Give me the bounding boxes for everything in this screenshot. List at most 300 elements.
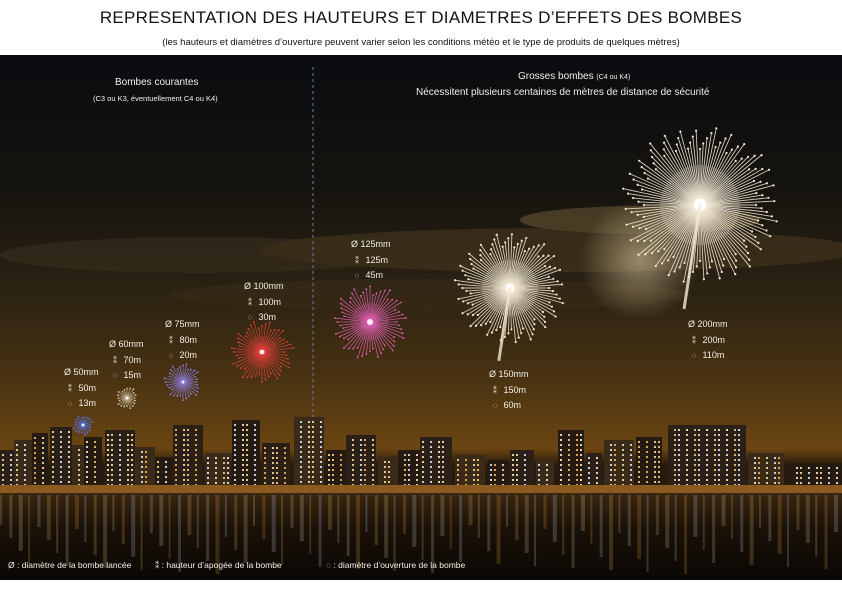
building-window [320,451,322,453]
building-window [187,444,189,446]
building-window [718,479,720,481]
building-window [111,439,113,441]
legend-opening [326,560,465,570]
building-window [320,441,322,443]
building-window [175,454,177,456]
building-window [654,476,656,478]
building-window [430,466,432,468]
building-window [490,469,492,471]
reflection-streak [206,495,209,561]
building-window [430,461,432,463]
building-window [227,477,229,479]
building-window [430,441,432,443]
building-window [774,467,776,469]
building-window [284,447,286,449]
reflection-streak [197,495,199,548]
building-window [698,469,700,471]
building-window [360,449,362,451]
building-window [718,459,720,461]
building-window [60,446,62,448]
building-window [422,456,424,458]
building-window [646,441,648,443]
building-window [694,454,696,456]
building-window [195,464,197,466]
building-window [10,474,12,476]
building-window [312,441,314,443]
building-window [674,464,676,466]
reflection-streak [309,495,311,554]
building-window [300,436,302,438]
building-window [300,441,302,443]
stat-diameter: Ø 50mm [64,367,99,377]
building-window [416,469,418,471]
stat-diameter: Ø 60mm [109,339,144,349]
building-window [638,451,640,453]
building-window [2,464,4,466]
legend-height [155,560,282,571]
building-window [384,461,386,463]
building-window [580,434,582,436]
reflection-streak [665,495,669,548]
building-window [678,434,680,436]
building-window [308,421,310,423]
reflection-streak [469,495,473,525]
building-window [119,464,121,466]
legend-height-text: : hauteur d’apogée de la bombe [161,560,282,570]
reflection-streak [712,495,715,563]
building-window [195,459,197,461]
building-window [698,429,700,431]
building-window [516,474,518,476]
building-window [502,474,504,476]
building-window [195,454,197,456]
reflection-streak [244,495,248,563]
building-window [352,444,354,446]
building-window [195,469,197,471]
reflection-streak [403,495,406,534]
building-window [726,454,728,456]
building-window [408,459,410,461]
building-window [754,457,756,459]
building-window [638,481,640,483]
reflection-streak [141,495,143,570]
building-window [698,449,700,451]
building-window [738,439,740,441]
building-window [300,466,302,468]
building-window [242,469,244,471]
building-window [778,462,780,464]
building-window [16,449,18,451]
building-window [242,434,244,436]
building-window [718,434,720,436]
building-window [312,466,314,468]
reflection-streak [422,495,424,560]
building-window [94,456,96,458]
building-window [430,481,432,483]
building-window [246,454,248,456]
building-window [60,466,62,468]
building-window [808,482,810,484]
reflection-streak [740,495,743,552]
building-window [738,479,740,481]
building-window [714,429,716,431]
building-window [610,464,612,466]
building-window [234,469,236,471]
opening-symbol-icon: ◌ [326,560,332,570]
building-window [596,472,598,474]
building-window [284,467,286,469]
building-window [94,466,96,468]
building-window [438,446,440,448]
reflection-streak [628,495,631,546]
building-window [766,482,768,484]
building-window [86,466,88,468]
reflection-streak [703,495,705,550]
building-window [457,479,459,481]
building-window [111,479,113,481]
building-window [16,474,18,476]
building-window [568,444,570,446]
stat-opening: ◌ 20m [168,350,198,360]
building-window [654,441,656,443]
building-window [127,449,129,451]
building-window [78,459,80,461]
building-window [404,454,406,456]
building-window [312,436,314,438]
building-window [674,444,676,446]
building-window [384,476,386,478]
building-window [10,469,12,471]
building-window [207,467,209,469]
building-window [127,439,129,441]
building-window [438,481,440,483]
building-window [596,482,598,484]
building-window [328,474,330,476]
building-window [246,444,248,446]
reflection-streak [721,495,725,526]
building-window [68,461,70,463]
building-window [264,477,266,479]
building-window [738,434,740,436]
building-window [580,474,582,476]
stat-height: ⁑ 150m [493,384,527,395]
building-window [828,472,830,474]
building-window [646,456,648,458]
building-window [227,462,229,464]
building-window [52,436,54,438]
building-window [312,446,314,448]
page-title: REPRESENTATION DES HAUTEURS ET DIAMETRES D’EFFETS DES BOMBES [99,8,743,27]
building-window [758,462,760,464]
building-window [215,472,217,474]
reflection-streak [590,495,592,544]
building-window [86,461,88,463]
building-window [300,476,302,478]
building-window [718,454,720,456]
reflection-streak [759,495,761,528]
building-window [272,447,274,449]
building-window [215,462,217,464]
building-window [610,474,612,476]
building-window [718,464,720,466]
reflection-streak [290,495,293,528]
building-window [242,444,244,446]
building-window [718,474,720,476]
building-window [360,454,362,456]
building-window [714,479,716,481]
building-window [372,454,374,456]
building-window [207,462,209,464]
stat-diameter: Ø 200mm [688,319,728,329]
stat-opening: ◌ 30m [247,312,277,322]
building-window [34,447,36,449]
building-window [516,479,518,481]
building-window [16,444,18,446]
building-window [195,449,197,451]
building-window [758,482,760,484]
bomb-stats-200 [688,317,728,364]
reflection-streak [28,495,30,564]
building-window [127,459,129,461]
building-window [242,449,244,451]
building-window [246,459,248,461]
building-window [223,477,225,479]
building-window [328,469,330,471]
building-window [254,429,256,431]
building-window [352,479,354,481]
building-window [10,479,12,481]
building-window [312,421,314,423]
building-window [738,469,740,471]
reflection-streak [731,495,733,539]
building-window [86,446,88,448]
building-window [320,471,322,473]
building-window [646,481,648,483]
building-window [422,481,424,483]
building-window [800,467,802,469]
building-window [16,469,18,471]
reflection-streak [19,495,23,551]
reflection-streak [150,495,153,533]
stat-opening: ◌ 15m [112,370,142,380]
building-window [234,454,236,456]
building-window [300,456,302,458]
building-window [796,477,798,479]
building-window [576,444,578,446]
building-window [227,472,229,474]
building-window [465,474,467,476]
reflection-streak [347,495,350,556]
building-window [477,479,479,481]
building-window [145,481,147,483]
building-window [778,457,780,459]
right-section-note: (C4 ou K4) [596,74,631,81]
building-window [698,454,700,456]
building-window [774,477,776,479]
building-window [42,442,44,444]
building-window [16,479,18,481]
building-window [127,464,129,466]
building-window [372,469,374,471]
building-window [187,459,189,461]
building-window [68,476,70,478]
building-window [215,457,217,459]
building-window [372,439,374,441]
building-window [654,451,656,453]
building-window [119,449,121,451]
building-window [820,482,822,484]
building-window [630,479,632,481]
building-window [580,439,582,441]
building-window [276,462,278,464]
reflection-streak [815,495,817,556]
building-window [678,464,680,466]
building-window [477,464,479,466]
building-window [60,431,62,433]
stat-diameter: Ø 125mm [351,239,391,249]
building-window [360,464,362,466]
building-window [352,474,354,476]
building-window [568,434,570,436]
building-window [119,474,121,476]
building-window [516,459,518,461]
building-window [686,444,688,446]
building-window [308,481,310,483]
building-window [658,466,660,468]
building-window [215,467,217,469]
shoreline [0,485,842,493]
building-window [658,446,660,448]
page-subtitle: (les hauteurs et diamètres d’ouverture peuvent varier selon les conditions météo et le type de produits de quelques mètres) [162,37,680,48]
building-window [312,426,314,428]
building-window [714,454,716,456]
building-window [658,481,660,483]
building-window [175,434,177,436]
building-window [42,467,44,469]
building-window [52,466,54,468]
reflection-streak [581,495,585,531]
building-window [234,464,236,466]
building-window [242,424,244,426]
building-window [576,464,578,466]
building-window [111,434,113,436]
building-window [131,434,133,436]
building-window [698,439,700,441]
building-window [422,441,424,443]
building-window [674,439,676,441]
building-window [272,467,274,469]
building-window [706,469,708,471]
building-window [836,472,838,474]
building-window [457,469,459,471]
building-window [430,456,432,458]
reflection-streak [56,495,58,553]
building-window [422,471,424,473]
building-window [34,482,36,484]
building-window [42,447,44,449]
building-window [141,481,143,483]
building-window [388,481,390,483]
building-window [16,454,18,456]
height-symbol-icon: ⁑ [155,560,160,570]
right-section-title-text: Grosses bombes [518,71,594,82]
building-window [610,444,612,446]
building-window [502,464,504,466]
building-window [816,482,818,484]
building-window [24,454,26,456]
building-window [674,469,676,471]
reflection-streak [328,495,332,530]
building-window [808,472,810,474]
building-window [175,439,177,441]
reflection-streak [450,495,452,549]
building-window [107,454,109,456]
building-window [622,459,624,461]
building-window [738,454,740,456]
building-window [678,444,680,446]
reflection-streak [656,495,659,535]
stat-height: ⁑ 100m [248,296,282,307]
building-window [187,449,189,451]
building-window [808,477,810,479]
building-window [187,454,189,456]
building-window [332,474,334,476]
building-window [131,479,133,481]
building-window [714,434,716,436]
building-window [718,429,720,431]
reflection-streak [440,495,444,536]
building-window [674,449,676,451]
building-window [658,441,660,443]
building-window [778,477,780,479]
building-window [276,482,278,484]
building-window [622,469,624,471]
building-window [320,436,322,438]
building-window [622,474,624,476]
building-window [438,456,440,458]
building-window [372,449,374,451]
building-window [94,451,96,453]
building-window [340,474,342,476]
building-window [404,474,406,476]
building-window [364,469,366,471]
building-window [320,461,322,463]
building-window [187,434,189,436]
reflection-streak [47,495,51,540]
building-window [2,454,4,456]
building-window [332,454,334,456]
building-window [127,444,129,446]
reflection-streak [66,495,69,566]
building-window [580,469,582,471]
building-window [165,476,167,478]
building-window [223,457,225,459]
building-window [78,464,80,466]
building-window [264,467,266,469]
building-window [86,456,88,458]
building-window [284,472,286,474]
building-window [796,467,798,469]
building-window [576,459,578,461]
reflection-streak [684,495,687,574]
building-window [766,457,768,459]
building-window [614,469,616,471]
building-window [778,472,780,474]
stat-diameter: Ø 100mm [244,281,284,291]
reflection-streak [412,495,416,547]
building-window [111,459,113,461]
building-window [524,479,526,481]
